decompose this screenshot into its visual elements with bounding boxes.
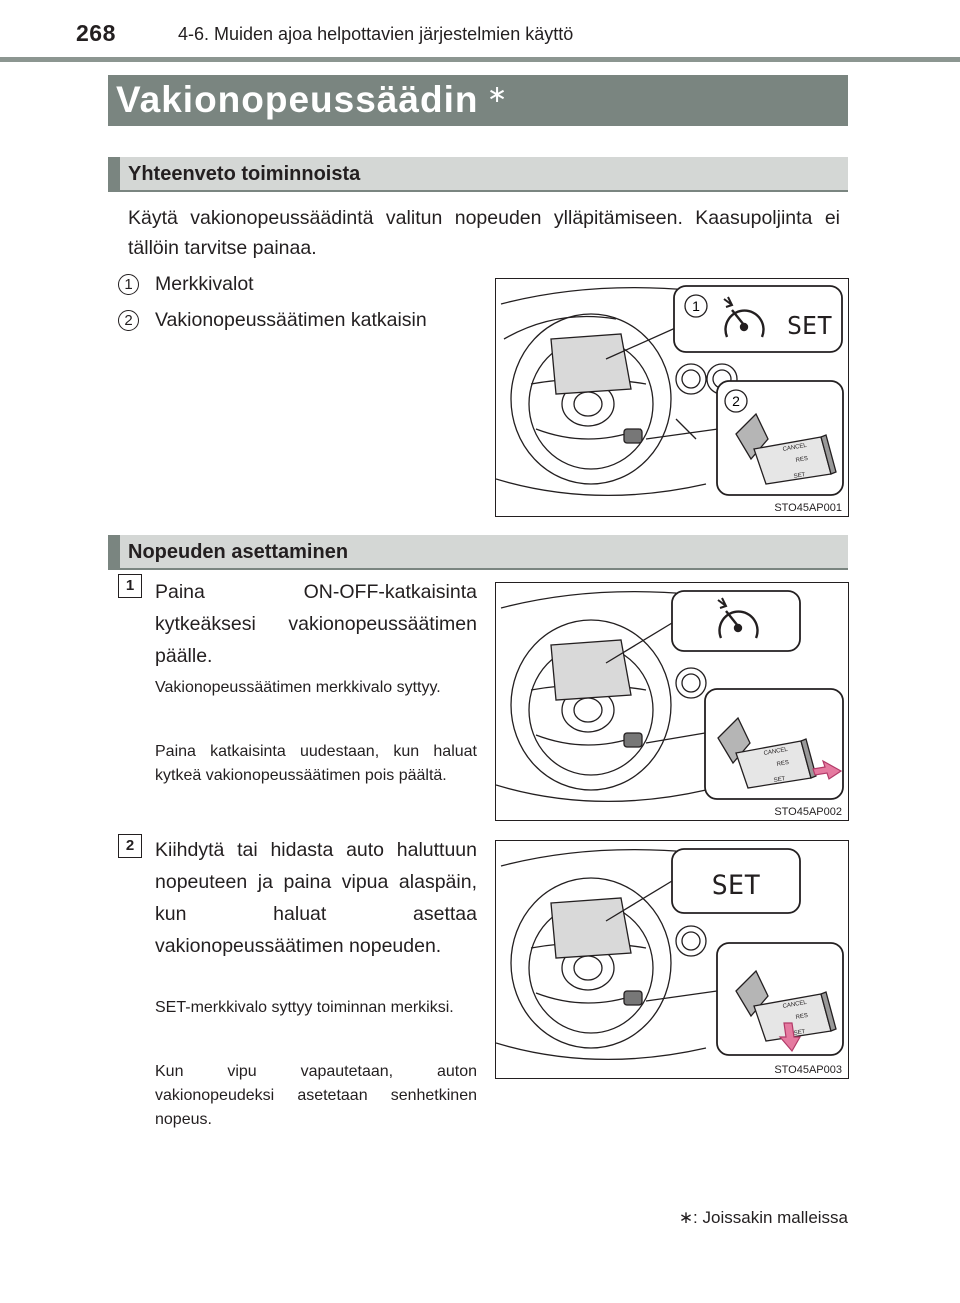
- page-title: Vakionopeussäädin: [116, 79, 479, 120]
- section-heading-setting-speed: Nopeuden asettaminen: [128, 541, 349, 563]
- chapter-title: 4-6. Muiden ajoa helpottavien järjestelmien käyttö: [178, 24, 574, 44]
- step-1-note-2: Paina katkaisinta uudestaan, kun haluat kytkeä vakionopeussäätimen pois päältä.: [155, 743, 477, 784]
- step-2-text: Kiihdytä tai hidasta auto haluttuun nopeuteen ja paina vipua alaspäin, kun haluat asettaa vakionopeussäätimen nopeuden.: [155, 839, 477, 957]
- svg-text:SET: SET: [793, 472, 806, 480]
- item-number-1: 1: [118, 274, 139, 295]
- step-2-note-1: SET-merkkivalo syttyy toiminnan merkiksi.: [155, 999, 454, 1016]
- set-indicator-text: SET: [711, 870, 761, 901]
- svg-text:CANCEL: CANCEL: [782, 999, 808, 1010]
- svg-text:CANCEL: CANCEL: [763, 746, 789, 757]
- intro-paragraph: Käytä vakionopeussäädintä valitun nopeuden ylläpitämiseen. Kaasupoljinta ei tällöin tarvitse painaa.: [128, 207, 840, 259]
- svg-text:RES: RES: [776, 759, 790, 768]
- step-1-note-1: Vakionopeussäätimen merkkivalo syttyy.: [155, 679, 441, 696]
- dashboard-illustration: [496, 841, 848, 1078]
- figure-code: STO45AP001: [774, 502, 842, 514]
- dashboard-illustration: [496, 583, 848, 820]
- footnote: ∗: Joissakin malleissa: [678, 1208, 848, 1227]
- section-header-rule: [108, 190, 848, 192]
- header-rule: [0, 57, 960, 62]
- figure-code: STO45AP003: [774, 1064, 842, 1076]
- section-heading-overview: Yhteenveto toiminnoista: [128, 163, 361, 185]
- svg-text:RES: RES: [795, 455, 809, 464]
- section-header-accent: [108, 535, 120, 569]
- item-label-indicators: Merkkivalot: [155, 273, 254, 295]
- section-header-rule: [108, 568, 848, 570]
- section-header-accent: [108, 157, 120, 191]
- step-1-text: Paina ON-OFF-katkaisinta kytkeäksesi vakionopeussäätimen päälle.: [155, 581, 477, 667]
- page-number: 268: [76, 20, 116, 46]
- figure-step-1: [495, 582, 849, 821]
- svg-text:SET: SET: [793, 1029, 806, 1037]
- figure-step-2: [495, 840, 849, 1079]
- svg-text:RES: RES: [795, 1012, 809, 1021]
- step-2-note-2: Kun vipu vapautetaan, auton vakionopeudeksi asetetaan senhetkinen nopeus.: [155, 1063, 477, 1128]
- figure-overview: [495, 278, 849, 517]
- step-number-2: 2: [118, 834, 142, 858]
- set-indicator-text: SET: [787, 311, 833, 340]
- figure-code: STO45AP002: [774, 806, 842, 818]
- step-number-1: 1: [118, 574, 142, 598]
- callout-number-2: 2: [732, 393, 740, 409]
- title-asterisk: ∗: [487, 81, 508, 108]
- item-label-switch: Vakionopeussäätimen katkaisin: [155, 309, 427, 331]
- svg-text:SET: SET: [773, 776, 786, 784]
- dashboard-illustration: [496, 279, 848, 516]
- callout-number-1: 1: [692, 298, 700, 314]
- svg-text:CANCEL: CANCEL: [782, 442, 808, 453]
- item-number-2: 2: [118, 310, 139, 331]
